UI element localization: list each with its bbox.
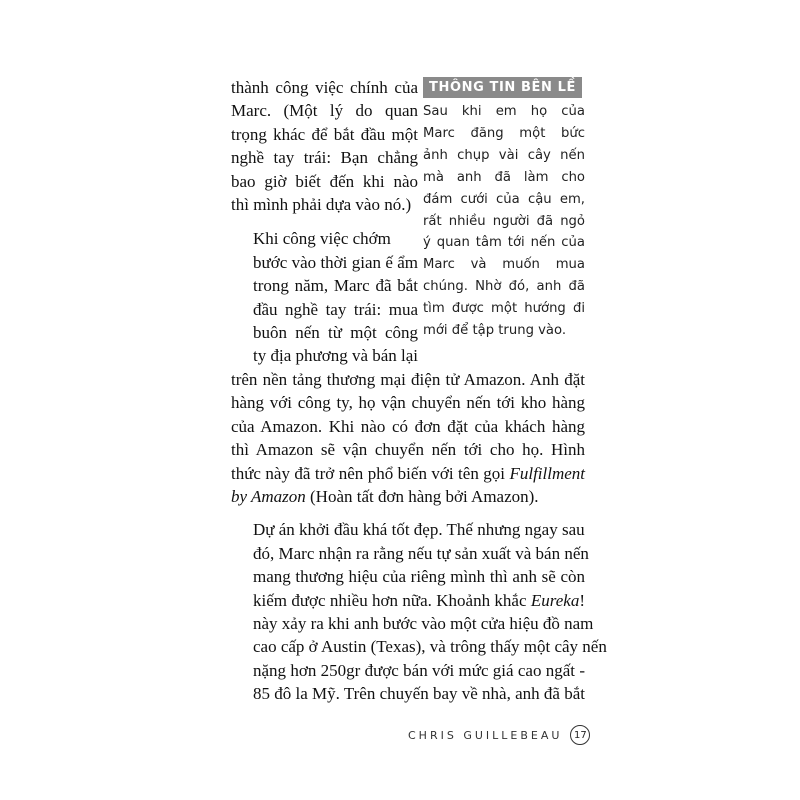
sidebar-box <box>423 76 585 342</box>
text-segment: thức này đã trở nên phổ biến với tên gọi <box>231 463 506 483</box>
sidebar-line: mà anh đã làm cho <box>423 169 585 185</box>
paragraph-2 <box>231 227 418 367</box>
page-footer <box>408 724 590 746</box>
sidebar-line: rất nhiều người đã ngỏ <box>423 213 585 229</box>
sidebar-title: THÔNG TIN BÊN LỀ <box>423 77 582 98</box>
text-line: trong năm, Marc đã bắt <box>253 276 418 296</box>
sidebar-body <box>423 101 585 342</box>
text-line <box>231 462 585 485</box>
text-line: thì Amazon sẽ vận chuyển nến tới cho họ. Hình <box>231 440 585 460</box>
text-line <box>231 485 585 508</box>
sidebar-line: Marc đăng một bức <box>423 125 585 141</box>
text-line: nghề tay trái: Bạn chẳng <box>231 148 418 168</box>
italic-term: Fulfillment <box>509 463 586 483</box>
text-line: này xảy ra khi anh bước vào một cửa hiệu đồ nam <box>253 614 594 634</box>
full-width-text <box>231 368 607 706</box>
page-number: 17 <box>570 725 590 745</box>
text-line: của Amazon. Khi nào có đơn đặt của khách hàng <box>231 416 585 436</box>
text-line: thì mình phải dựa vào nó.) <box>231 195 412 215</box>
text-segment: (Hoàn tất đơn hàng bởi Amazon). <box>305 487 539 507</box>
text-line: 85 đô la Mỹ. Trên chuyến bay về nhà, anh đã bắt <box>253 684 585 704</box>
text-line: Dự án khởi đầu khá tốt đẹp. Thế nhưng ngay sau <box>253 520 585 540</box>
sidebar-line: chúng. Nhờ đó, anh đã <box>423 279 585 295</box>
sidebar-line: Marc và muốn mua <box>423 257 585 273</box>
footer-author: CHRIS GUILLEBEAU <box>408 728 563 742</box>
text-segment: kiếm được nhiều hơn nữa. Khoảnh khắc <box>253 590 531 610</box>
left-column <box>231 76 418 368</box>
italic-term: Eureka <box>530 590 580 610</box>
text-line: cao cấp ở Austin (Texas), và trông thấy một cây nến <box>253 637 607 657</box>
sidebar-line: ảnh chụp vài cây nến <box>423 147 585 163</box>
text-line: bước vào thời gian ế ẩm <box>253 252 418 272</box>
text-line: Khi công việc chớm <box>253 229 391 249</box>
sidebar-line: ý quan tâm tới nến của <box>423 235 585 251</box>
text-line: bao giờ biết đến khi nào <box>231 171 418 191</box>
paragraph-3 <box>231 368 585 508</box>
text-line: ty địa phương và bán lại <box>253 346 419 366</box>
sidebar-line: đám cưới của cậu em, <box>423 191 585 207</box>
text-line: buôn nến từ một công <box>253 323 418 343</box>
text-line: Marc. (Một lý do quan <box>231 101 418 121</box>
text-line: đó, Marc nhận ra rằng nếu tự sản xuất và bán nến <box>253 543 589 563</box>
italic-term: by Amazon <box>231 487 306 507</box>
text-segment: ! <box>579 590 585 610</box>
sidebar-line: tìm được một hướng đi <box>423 301 585 317</box>
text-line: mang thương hiệu của riêng mình thì anh sẽ còn <box>253 567 585 587</box>
text-line <box>231 589 585 612</box>
text-line: trọng khác để bắt đầu một <box>231 124 418 144</box>
text-line: trên nền tảng thương mại điện tử Amazon. Anh đặt <box>231 370 585 389</box>
paragraph-4 <box>231 518 607 705</box>
text-line: thành công việc chính của <box>231 78 418 97</box>
sidebar-line: Sau khi em họ của <box>423 104 585 119</box>
sidebar-line: mới để tập trung vào. <box>423 323 567 339</box>
text-line: nặng hơn 250gr được bán với mức giá cao ngất - <box>253 660 585 680</box>
text-line: hàng với công ty, họ vận chuyển nến tới kho hàng <box>231 393 585 413</box>
text-line: đầu nghề tay trái: mua <box>253 299 418 319</box>
paragraph-1 <box>231 76 418 216</box>
